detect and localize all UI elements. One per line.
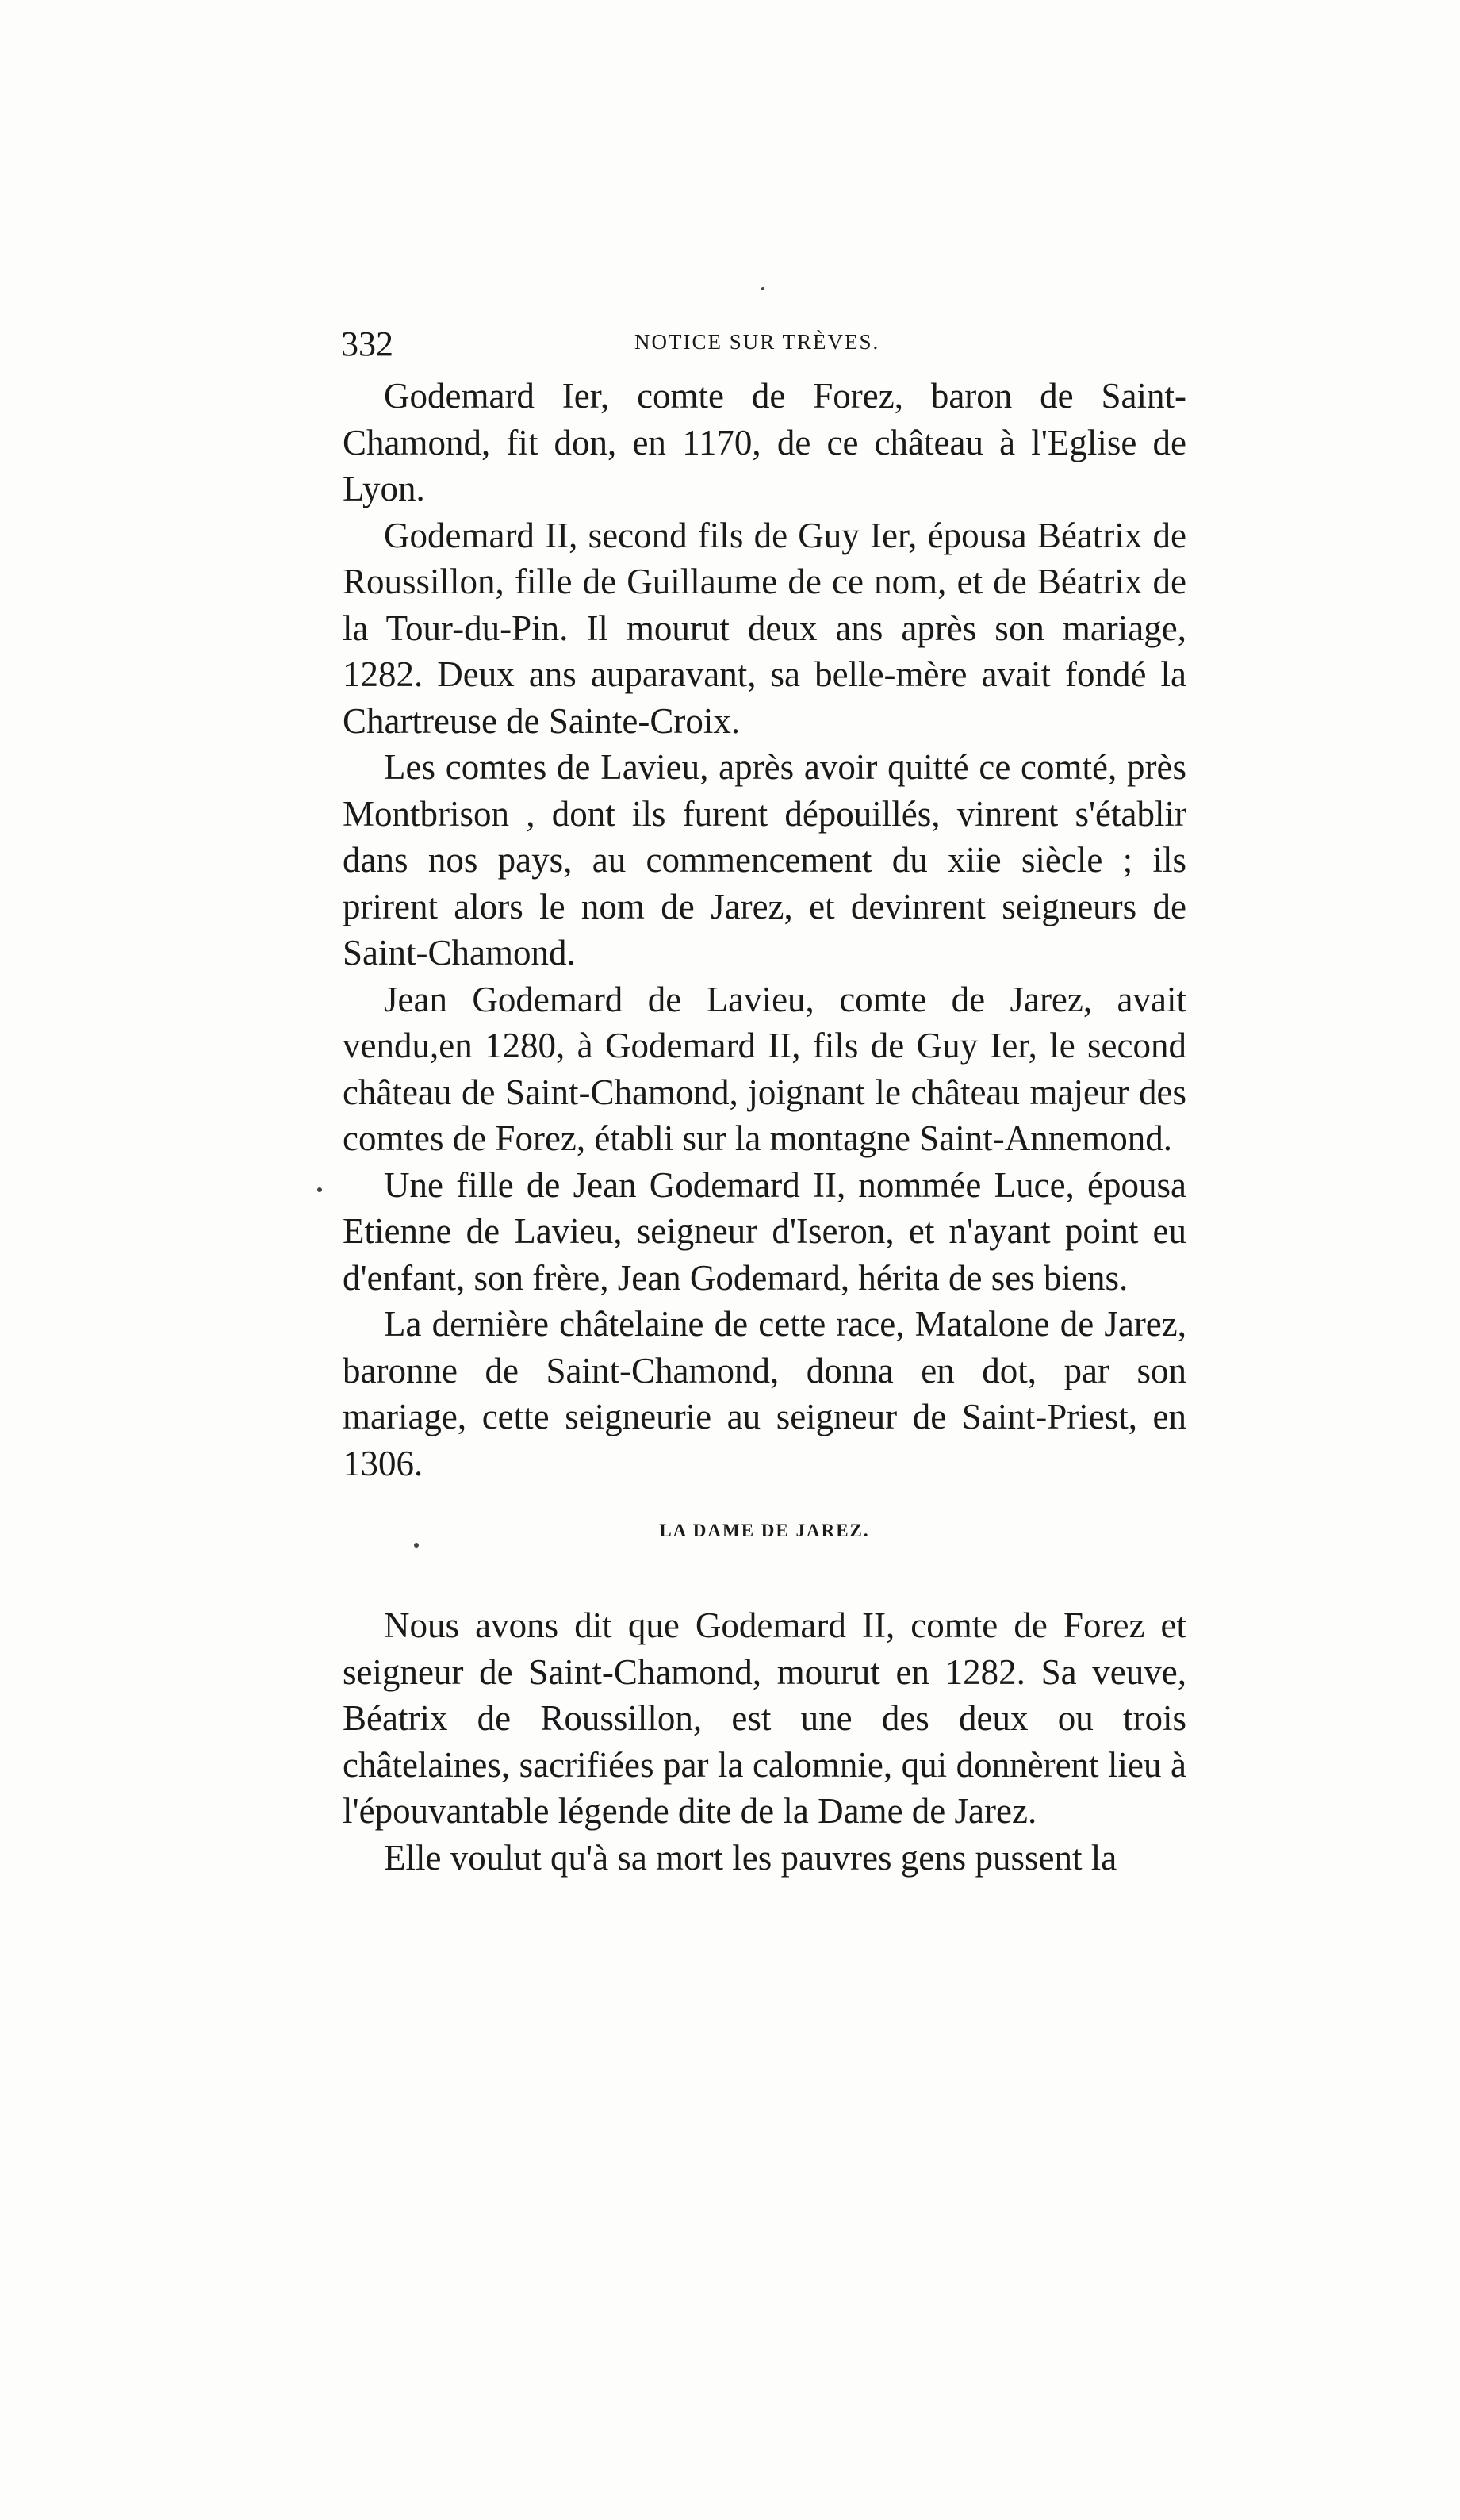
page-header	[341, 324, 1190, 371]
paragraph: La dernière châtelaine de cette race, Matalone de Jarez, baronne de Saint-Chamond, donna en dot, par son mariage, cette seigneurie au seigneur de Saint-Priest, en 1306.	[343, 1304, 1186, 1483]
running-title: NOTICE SUR TRÈVES.	[634, 330, 880, 354]
paragraph: Elle voulut qu'à sa mort les pauvres gens pussent la	[384, 1837, 1117, 1878]
page-number: 332	[341, 324, 393, 363]
paragraph: Les comtes de Lavieu, après avoir quitté ce comté, près Montbrison , dont ils furent dépouillés, vinrent s'établir dans nos pays, au commencement du xiie siècle ; ils prirent alors le nom de Jarez, et devinrent seigneurs de Saint-Chamond.	[343, 747, 1186, 972]
section-heading: LA DAME DE JAREZ.	[659, 1521, 870, 1540]
paragraph: Godemard II, second fils de Guy Ier, épousa Béatrix de Roussillon, fille de Guillaume de ce nom, et de Béatrix de la Tour-du-Pin. Il mourut deux ans après son mariage, 1282. Deux ans auparavant, sa belle-mère avait fondé la Chartreuse de Sainte-Croix.	[343, 515, 1186, 741]
paragraph: Une fille de Jean Godemard II, nommée Luce, épousa Etienne de Lavieu, seigneur d'Iseron, et n'ayant point eu d'enfant, son frère, Jean Godemard, hérita de ses biens.	[343, 1164, 1186, 1298]
scan-speck	[414, 1543, 419, 1548]
paragraph: Godemard Ier, comte de Forez, baron de Saint-Chamond, fit don, en 1170, de ce château à l'Eglise de Lyon.	[343, 376, 1186, 508]
paragraph: Nous avons dit que Godemard II, comte de Forez et seigneur de Saint-Chamond, mourut en 1282. Sa veuve, Béatrix de Roussillon, est une des deux ou trois châtelaines, sacrifiées par la calomnie, qui donnèrent lieu à l'épouvantable légende dite de la Dame de Jarez.	[343, 1605, 1186, 1831]
paragraph: Jean Godemard de Lavieu, comte de Jarez, avait vendu,en 1280, à Godemard II, fils de Guy Ier, le second château de Saint-Chamond, joignant le château majeur des comtes de Forez, établi sur la montagne Saint-Annemond.	[343, 979, 1186, 1158]
scan-speck	[317, 1187, 322, 1192]
scan-speck	[761, 287, 764, 290]
body-text-top	[343, 373, 1186, 1486]
body-text-bottom	[343, 1602, 1186, 1881]
